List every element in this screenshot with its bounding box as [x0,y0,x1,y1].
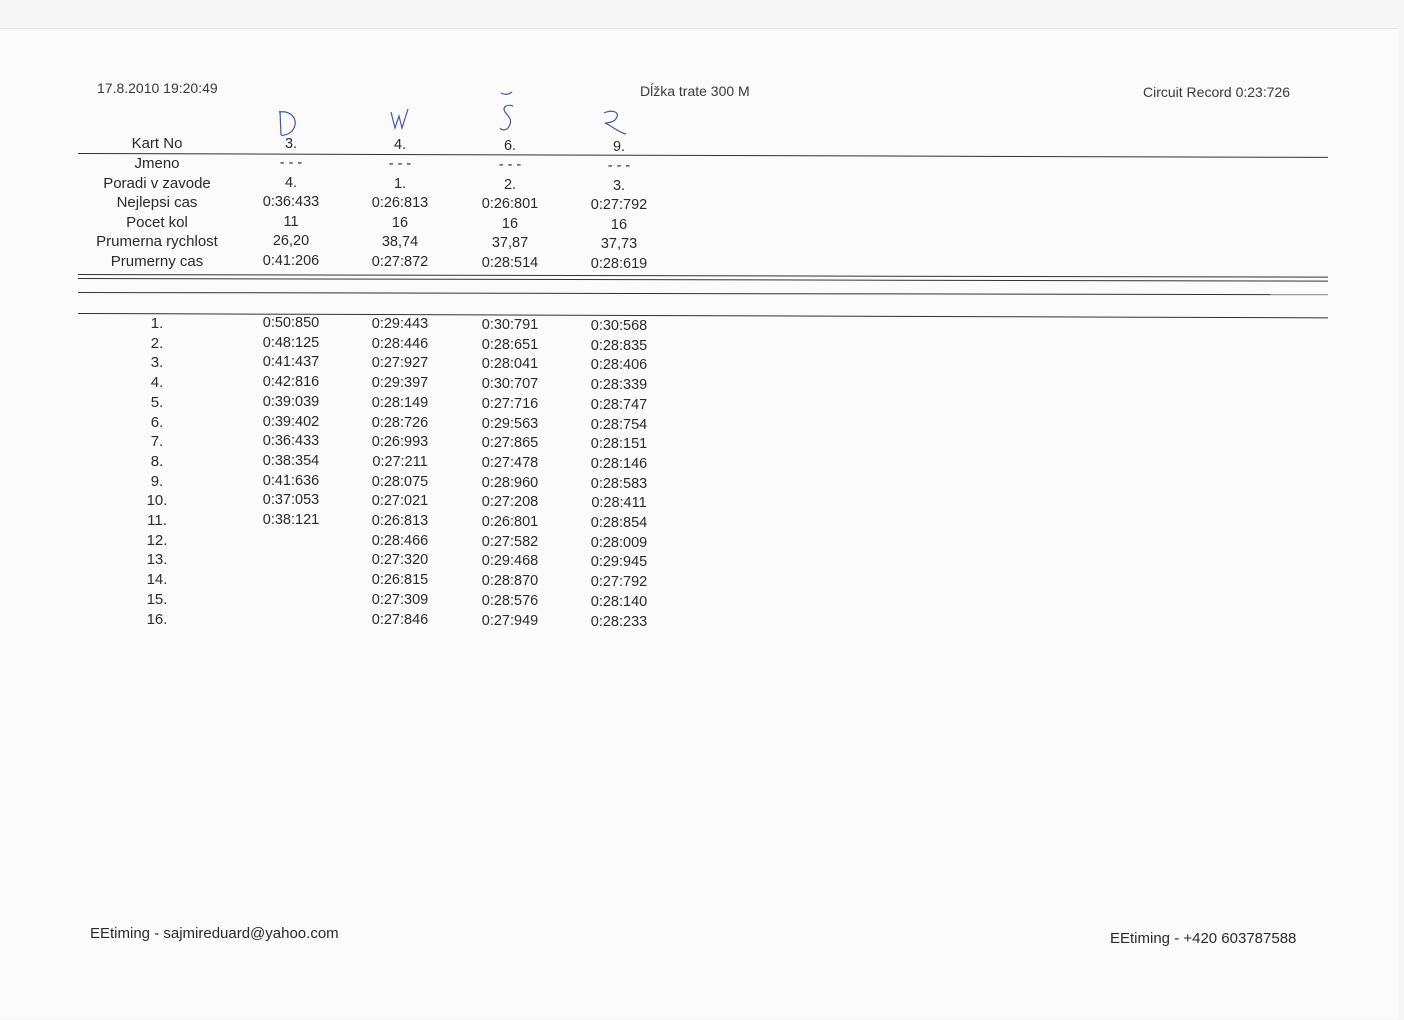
lap-time-cell: 0:26:801 [481,514,539,530]
lap-time-cell: 0:28:406 [590,357,648,374]
lap-time-cell: 0:28:041 [481,356,539,373]
lap-time-cell: 0:26:813 [371,513,429,529]
lap-time-cell: 0:38:354 [262,452,320,469]
summary-row-label: Poradi v zavode [103,174,211,192]
lap-time-cell: 0:28:140 [590,593,648,610]
lap-time-cell: 0:27:927 [371,355,429,372]
lap-number: 12. [146,531,168,549]
lap-number: 4. [150,374,164,392]
summary-row-label: Prumerny cas [110,253,204,270]
lap-time-cell: 0:30:707 [481,376,539,393]
kart-no-4: 9. [612,139,626,155]
lap-time-cell: 0:41:636 [262,472,320,489]
lap-number: 16. [146,610,168,628]
lap-time-cell: 0:28:411 [591,495,647,512]
lap-time-cell: 0:27:865 [481,435,539,452]
lap-number: 15. [146,590,168,608]
lap-number: 14. [146,571,168,589]
circuit-record: Circuit Record 0:23:726 [1143,84,1291,100]
handwritten-initial-r [600,108,630,143]
lap-time-cell: 0:39:402 [262,413,320,430]
summary-cell: 0:26:801 [481,196,539,213]
summary-cell: 2. [503,176,517,193]
track-length: Dĺžka trate 300 M [640,83,750,99]
lap-time-cell: 0:28:960 [481,474,539,491]
summary-cell: 0:36:433 [262,194,320,211]
lap-time-cell: 0:28:009 [590,534,648,551]
lap-time-cell: 0:30:568 [590,318,648,334]
lap-time-cell: 0:28:466 [371,532,429,549]
summary-cell: 0:28:514 [481,255,539,271]
lap-time-cell: 0:29:468 [481,553,539,570]
lap-time-cell: 0:28:446 [371,335,429,352]
summary-cell: 37,87 [491,235,529,252]
summary-cell: 16 [610,216,628,233]
summary-cell: 3. [612,177,626,194]
lap-time-cell: 0:27:582 [481,533,539,550]
lap-number: 9. [150,472,164,490]
lap-time-cell: 0:28:151 [590,436,648,453]
lap-time-cell: 0:26:993 [371,434,429,451]
lap-time-cell: 0:28:747 [590,396,648,413]
summary-cell: 37,73 [600,236,638,253]
summary-cell: 0:41:206 [262,253,320,269]
lap-number: 3. [150,354,164,372]
summary-cell: 16 [391,214,409,231]
lap-time-cell: 0:28:835 [590,337,648,354]
summary-row-label: Nejlepsi cas [116,194,198,212]
lap-time-cell: 0:28:233 [590,613,648,630]
lap-time-cell: 0:27:309 [371,591,429,608]
summary-cell: - - - [388,156,412,172]
kart-no-label: Kart No [131,135,183,152]
summary-row-label: Pocet kol [126,213,188,231]
lap-time-cell: 0:36:433 [262,433,320,450]
lap-number: 5. [150,393,164,411]
lap-time-cell: 0:41:437 [262,354,320,371]
lap-time-cell: 0:28:870 [481,573,539,590]
lap-time-cell: 0:28:754 [590,416,648,433]
lap-number: 8. [150,452,164,470]
lap-number: 11. [147,512,167,529]
lap-time-cell: 0:37:053 [262,492,320,509]
lap-time-cell: 0:28:339 [590,377,648,394]
lap-time-cell: 0:27:716 [481,395,539,412]
summary-cell: 0:27:872 [371,254,429,270]
summary-row-label: Jmeno [134,155,180,172]
lap-time-cell: 0:27:208 [481,494,539,511]
lap-time-cell: 0:48:125 [262,334,320,351]
lap-time-cell: 0:27:478 [481,454,539,471]
lap-time-cell: 0:26:815 [371,572,429,589]
lap-number: 13. [146,551,168,569]
lap-time-cell: 0:50:850 [262,315,320,331]
kart-no-1: 3. [284,136,298,152]
lap-time-cell: 0:27:949 [481,612,539,629]
lap-time-cell: 0:38:121 [262,512,320,528]
lap-time-cell: 0:28:854 [590,515,648,531]
lap-time-cell: 0:42:816 [262,374,320,391]
summary-cell: 0:27:792 [590,197,648,214]
kart-no-3: 6. [503,138,517,154]
lap-number: 2. [150,334,164,352]
summary-cell: 38,74 [381,234,419,251]
lap-time-cell: 0:28:149 [371,394,429,411]
lap-time-cell: 0:27:320 [371,552,429,569]
lap-number: 1. [150,315,164,332]
lap-time-cell: 0:28:583 [590,475,648,492]
kart-no-2: 4. [393,137,407,153]
lap-time-cell: 0:27:846 [371,611,429,628]
lap-time-cell: 0:27:021 [371,493,429,510]
lap-number: 10. [146,492,168,510]
lap-number: 6. [150,413,164,431]
summary-cell: - - - [498,157,522,173]
summary-cell: 11 [283,213,299,230]
lap-time-cell: 0:28:576 [481,592,539,609]
lap-time-cell: 0:29:945 [590,554,648,571]
lap-time-cell: 0:28:726 [371,414,429,431]
lap-time-cell: 0:30:791 [481,317,539,333]
handwritten-initial-s-caron [496,90,520,139]
summary-cell: 1. [393,175,407,192]
handwritten-initial-w [388,106,412,137]
lap-time-cell: 0:28:146 [590,455,648,472]
summary-cell: 26,20 [272,233,310,250]
print-datetime: 17.8.2010 19:20:49 [97,80,218,96]
lap-time-cell: 0:27:211 [372,453,428,470]
lap-time-cell: 0:27:792 [590,574,648,591]
lap-time-cell: 0:29:397 [371,375,429,392]
summary-cell: 4. [284,174,298,191]
lap-time-cell: 0:28:075 [371,473,429,490]
summary-cell: 0:28:619 [590,256,648,272]
lap-number: 7. [150,433,164,451]
lap-time-cell: 0:39:039 [262,393,320,410]
footer-email: EEtiming - sajmireduard@yahoo.com [90,925,339,942]
summary-cell: - - - [279,155,303,171]
lap-time-cell: 0:29:563 [481,415,539,432]
summary-row-label: Prumerna rychlost [96,233,218,251]
lap-time-cell: 0:29:443 [371,316,429,332]
summary-cell: 16 [501,215,519,232]
lap-time-cell: 0:28:651 [481,336,539,353]
summary-cell: - - - [607,158,631,174]
footer-phone: EEtiming - +420 603787588 [1110,930,1297,947]
summary-cell: 0:26:813 [371,195,429,212]
